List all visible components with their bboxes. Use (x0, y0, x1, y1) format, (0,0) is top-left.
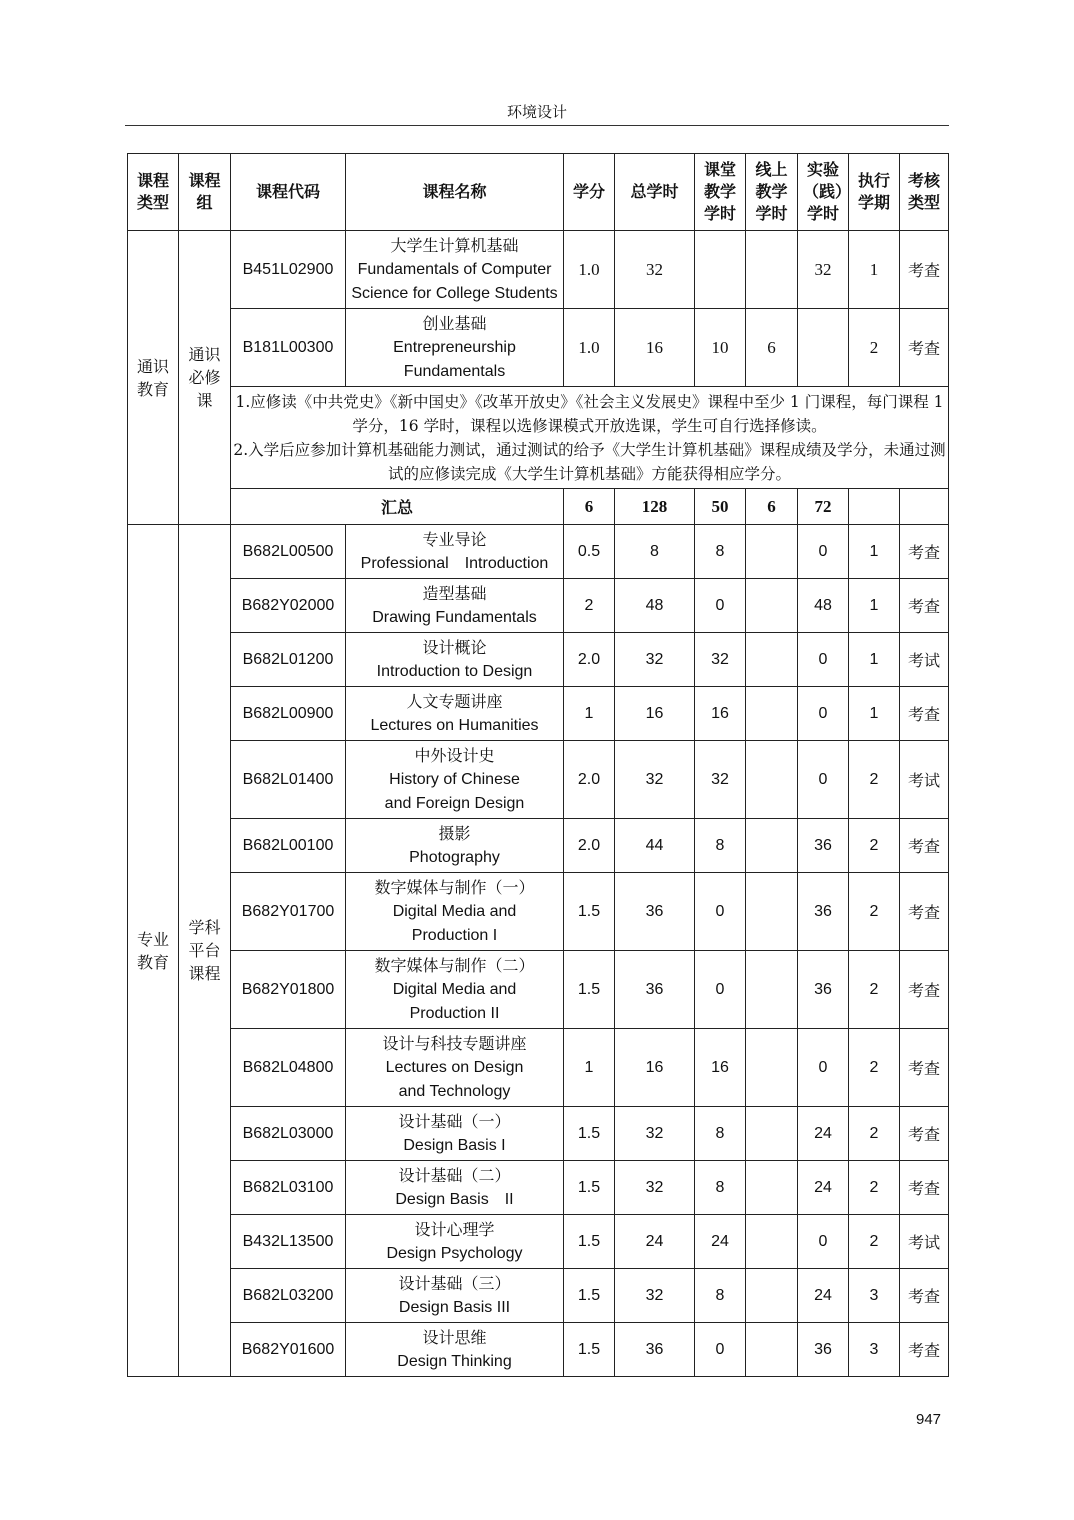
course-name-en: Entrepreneurship Fundamentals (393, 338, 516, 380)
exam-type: 考查 (900, 1323, 949, 1377)
lab-hours: 0 (798, 525, 849, 579)
summary-exam-type (900, 489, 949, 525)
table-row (128, 687, 949, 741)
course-code: B451L02900 (231, 231, 346, 309)
note-line-2: 2.入学后应参加计算机基础能力测试，通过测试的给予《大学生计算机基础》课程成绩及学分，未通过测试的应修读完成《大学生计算机基础》方能获得相应学分。 (233, 440, 946, 483)
credit: 2.0 (564, 819, 615, 873)
course-code: B682L03100 (231, 1161, 346, 1215)
summary-row (128, 489, 949, 525)
total-hours: 36 (615, 1323, 695, 1377)
online-hours (746, 1029, 798, 1107)
term: 2 (849, 873, 900, 951)
total-hours: 16 (615, 309, 695, 387)
note-line-1: 1.应修读《中共党史》《新中国史》《改革开放史》《社会主义发展史》课程中至少 1 门课程，每门课程 1 学分，16 学时，课程以选修课模式开放选课，学生可自行选择修读。 (235, 392, 944, 435)
course-name-cn: 设计概论 (422, 637, 487, 657)
exam-type: 考查 (900, 819, 949, 873)
credit: 2.0 (564, 741, 615, 819)
credit: 1.5 (564, 1107, 615, 1161)
table-row (128, 1269, 949, 1323)
term: 3 (849, 1323, 900, 1377)
lab-hours: 0 (798, 741, 849, 819)
class-hours: 8 (695, 1107, 746, 1161)
total-hours: 48 (615, 579, 695, 633)
course-type-cell: 专业教育 (128, 525, 179, 1377)
credit: 0.5 (564, 525, 615, 579)
lab-hours: 0 (798, 1029, 849, 1107)
course-name (346, 633, 564, 687)
online-hours (746, 687, 798, 741)
header-rule (125, 125, 949, 126)
class-hours: 8 (695, 1161, 746, 1215)
course-name-cn: 造型基础 (422, 583, 487, 603)
course-name-en: Design Basis II (395, 1190, 514, 1208)
class-hours: 24 (695, 1215, 746, 1269)
course-code: B682Y02000 (231, 579, 346, 633)
exam-type: 考查 (900, 1161, 949, 1215)
course-name-en: Fundamentals of Computer Science for College Students (351, 260, 558, 302)
course-name-cn: 设计思维 (422, 1327, 487, 1347)
course-code: B682Y01800 (231, 951, 346, 1029)
course-group-cell: 学科平台课程 (179, 525, 231, 1377)
credit: 1 (564, 687, 615, 741)
class-hours (695, 231, 746, 309)
table-row (128, 819, 949, 873)
col-header-group: 课程组 (179, 154, 231, 231)
class-hours: 32 (695, 633, 746, 687)
term: 1 (849, 231, 900, 309)
class-hours: 10 (695, 309, 746, 387)
table-row (128, 231, 949, 309)
credit: 1.5 (564, 1215, 615, 1269)
table-row (128, 873, 949, 951)
lab-hours: 36 (798, 819, 849, 873)
course-type-cell: 通识教育 (128, 231, 179, 525)
total-hours: 36 (615, 873, 695, 951)
course-code: B682L01400 (231, 741, 346, 819)
total-hours: 32 (615, 1107, 695, 1161)
lab-hours: 24 (798, 1107, 849, 1161)
online-hours (746, 1215, 798, 1269)
lab-hours: 36 (798, 951, 849, 1029)
summary-lab-hours: 72 (798, 489, 849, 525)
summary-class-hours: 50 (695, 489, 746, 525)
course-name (346, 819, 564, 873)
course-name-cn: 设计基础（三） (398, 1273, 511, 1293)
course-table (127, 153, 949, 1377)
summary-credit: 6 (564, 489, 615, 525)
online-hours (746, 525, 798, 579)
term: 2 (849, 951, 900, 1029)
note-row (128, 387, 949, 489)
class-hours: 32 (695, 741, 746, 819)
total-hours: 32 (615, 633, 695, 687)
exam-type: 考查 (900, 231, 949, 309)
col-header-name: 课程名称 (346, 154, 564, 231)
term: 1 (849, 579, 900, 633)
credit: 2.0 (564, 633, 615, 687)
table-row (128, 1161, 949, 1215)
course-name-cn: 设计基础（一） (398, 1111, 511, 1131)
lab-hours: 0 (798, 687, 849, 741)
exam-type: 考查 (900, 687, 949, 741)
course-name-en: Photography (409, 848, 500, 866)
course-name-cn: 专业导论 (422, 529, 487, 549)
col-header-code: 课程代码 (231, 154, 346, 231)
table-row (128, 309, 949, 387)
course-name (346, 687, 564, 741)
lab-hours: 36 (798, 1323, 849, 1377)
class-hours: 8 (695, 1269, 746, 1323)
table-row (128, 951, 949, 1029)
exam-type: 考试 (900, 633, 949, 687)
header-row (128, 154, 949, 231)
total-hours: 24 (615, 1215, 695, 1269)
class-hours: 0 (695, 951, 746, 1029)
course-code: B682L03200 (231, 1269, 346, 1323)
lab-hours: 36 (798, 873, 849, 951)
course-name (346, 1029, 564, 1107)
course-name (346, 951, 564, 1029)
exam-type: 考查 (900, 1107, 949, 1161)
course-name-cn: 设计心理学 (414, 1219, 495, 1239)
course-name-cn: 数字媒体与制作（一） (374, 877, 535, 897)
course-name-en: Design Basis I (403, 1136, 506, 1154)
total-hours: 32 (615, 1269, 695, 1323)
section2-body (128, 525, 949, 1377)
online-hours (746, 633, 798, 687)
online-hours (746, 819, 798, 873)
course-name-cn: 设计基础（二） (398, 1165, 511, 1185)
table-row (128, 525, 949, 579)
term: 1 (849, 633, 900, 687)
exam-type: 考查 (900, 525, 949, 579)
table-row (128, 633, 949, 687)
term: 2 (849, 1161, 900, 1215)
course-code: B432L13500 (231, 1215, 346, 1269)
lab-hours: 24 (798, 1269, 849, 1323)
course-code: B682Y01600 (231, 1323, 346, 1377)
credit: 1.5 (564, 1269, 615, 1323)
course-name-en: Introduction to Design (376, 662, 533, 680)
credit: 1.5 (564, 951, 615, 1029)
credit: 1.5 (564, 1323, 615, 1377)
exam-type: 考查 (900, 579, 949, 633)
exam-type: 考查 (900, 1029, 949, 1107)
online-hours (746, 951, 798, 1029)
col-header-credit: 学分 (564, 154, 615, 231)
class-hours: 16 (695, 1029, 746, 1107)
term: 2 (849, 1029, 900, 1107)
course-code: B682L01200 (231, 633, 346, 687)
table-row (128, 1215, 949, 1269)
course-name-en: Design Basis III (398, 1298, 511, 1316)
term: 2 (849, 1107, 900, 1161)
exam-type: 考试 (900, 741, 949, 819)
course-name-cn: 设计与科技专题讲座 (382, 1033, 527, 1053)
exam-type: 考查 (900, 951, 949, 1029)
course-name-en: Digital Media and Production II (392, 980, 517, 1022)
col-header-class-hours: 课堂教学学时 (695, 154, 746, 231)
col-header-lab-hours: 实验（践）学时 (798, 154, 849, 231)
lab-hours: 0 (798, 1215, 849, 1269)
course-name (346, 1107, 564, 1161)
col-header-online-hours: 线上教学学时 (746, 154, 798, 231)
table-row (128, 1323, 949, 1377)
credit: 1.0 (564, 309, 615, 387)
course-name (346, 579, 564, 633)
online-hours (746, 741, 798, 819)
course-code: B682Y01700 (231, 873, 346, 951)
page-header-title: 环境设计 (506, 103, 567, 121)
table-row (128, 1029, 949, 1107)
table-row (128, 741, 949, 819)
course-name (346, 1215, 564, 1269)
lab-hours: 0 (798, 633, 849, 687)
term: 2 (849, 1215, 900, 1269)
credit: 2 (564, 579, 615, 633)
total-hours: 44 (615, 819, 695, 873)
total-hours: 32 (615, 1161, 695, 1215)
class-hours: 0 (695, 1323, 746, 1377)
class-hours: 0 (695, 873, 746, 951)
summary-term (849, 489, 900, 525)
exam-type: 考查 (900, 873, 949, 951)
col-header-term: 执行学期 (849, 154, 900, 231)
lab-hours: 48 (798, 579, 849, 633)
course-name (346, 741, 564, 819)
class-hours: 8 (695, 525, 746, 579)
credit: 1.5 (564, 1161, 615, 1215)
online-hours (746, 873, 798, 951)
course-group-cell: 通识必修课 (179, 231, 231, 525)
course-name-en: Drawing Fundamentals (372, 608, 537, 626)
course-name (346, 1269, 564, 1323)
course-name (346, 309, 564, 387)
lab-hours (798, 309, 849, 387)
credit: 1.5 (564, 873, 615, 951)
online-hours (746, 579, 798, 633)
summary-total-hours: 128 (615, 489, 695, 525)
course-code: B682L04800 (231, 1029, 346, 1107)
exam-type: 考查 (900, 309, 949, 387)
credit: 1 (564, 1029, 615, 1107)
course-code: B682L00100 (231, 819, 346, 873)
course-code: B181L00300 (231, 309, 346, 387)
online-hours (746, 1161, 798, 1215)
course-name-en: History of Chinese and Foreign Design (384, 770, 525, 812)
term: 3 (849, 1269, 900, 1323)
credit: 1.0 (564, 231, 615, 309)
class-hours: 8 (695, 819, 746, 873)
course-code: B682L00900 (231, 687, 346, 741)
col-header-type: 课程类型 (128, 154, 179, 231)
online-hours (746, 1107, 798, 1161)
online-hours (746, 1269, 798, 1323)
course-name-en: Lectures on Design and Technology (385, 1058, 524, 1100)
online-hours: 6 (746, 309, 798, 387)
lab-hours: 24 (798, 1161, 849, 1215)
total-hours: 8 (615, 525, 695, 579)
summary-label: 汇总 (231, 489, 564, 525)
summary-online-hours: 6 (746, 489, 798, 525)
course-name-cn: 数字媒体与制作（二） (374, 955, 535, 975)
table-row (128, 579, 949, 633)
term: 2 (849, 741, 900, 819)
course-name (346, 525, 564, 579)
col-header-exam-type: 考核类型 (900, 154, 949, 231)
col-header-total-hours: 总学时 (615, 154, 695, 231)
course-name-cn: 人文专题讲座 (406, 691, 503, 711)
total-hours: 16 (615, 1029, 695, 1107)
term: 1 (849, 525, 900, 579)
course-name-en: Design Psychology (386, 1244, 523, 1262)
course-name (346, 1323, 564, 1377)
section-note (231, 387, 949, 489)
course-name (346, 1161, 564, 1215)
page-number: 947 (916, 1411, 942, 1428)
table-row (128, 1107, 949, 1161)
term: 1 (849, 687, 900, 741)
lab-hours: 32 (798, 231, 849, 309)
course-name-en: Professional Introduction (360, 554, 549, 572)
online-hours (746, 231, 798, 309)
course-name-en: Design Thinking (397, 1352, 512, 1370)
class-hours: 0 (695, 579, 746, 633)
term: 2 (849, 819, 900, 873)
course-name-cn: 摄影 (438, 823, 471, 843)
course-name-en: Digital Media and Production I (392, 902, 517, 944)
course-name-cn: 中外设计史 (414, 745, 495, 765)
course-name-cn: 大学生计算机基础 (390, 235, 519, 255)
course-code: B682L03000 (231, 1107, 346, 1161)
course-name-en: Lectures on Humanities (370, 716, 539, 734)
total-hours: 36 (615, 951, 695, 1029)
exam-type: 考试 (900, 1215, 949, 1269)
term: 2 (849, 309, 900, 387)
course-name-cn: 创业基础 (422, 313, 487, 333)
course-name (346, 231, 564, 309)
course-name (346, 873, 564, 951)
class-hours: 16 (695, 687, 746, 741)
course-code: B682L00500 (231, 525, 346, 579)
total-hours: 32 (615, 741, 695, 819)
total-hours: 16 (615, 687, 695, 741)
total-hours: 32 (615, 231, 695, 309)
online-hours (746, 1323, 798, 1377)
exam-type: 考查 (900, 1269, 949, 1323)
